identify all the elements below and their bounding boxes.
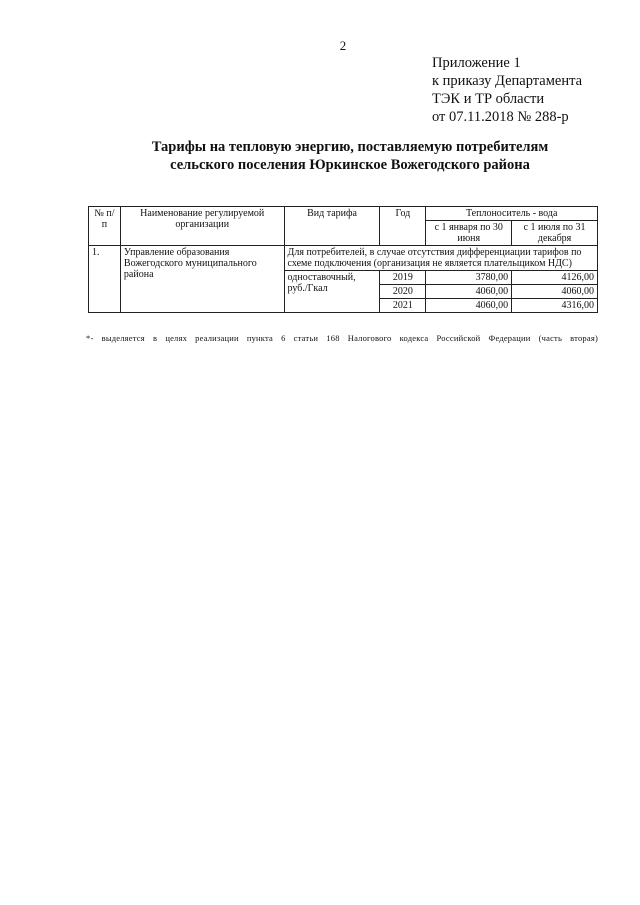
footnote: *- выделяется в целях реализации пункта 6 статьи 168 Налогового кодекса Российской Федерации (часть вторая) — [86, 333, 598, 343]
header-carrier: Теплоноситель - вода — [426, 207, 598, 221]
table-row — [89, 246, 598, 271]
appendix-line: к приказу Департамента — [432, 73, 583, 89]
cell-value: 4060,00 — [426, 299, 512, 313]
cell-value: 3780,00 — [426, 271, 512, 285]
cell-value: 4060,00 — [426, 285, 512, 299]
appendix-line: ТЭК и ТР области — [432, 91, 545, 107]
title-line: сельского поселения Юркинское Вожегодского района — [170, 157, 530, 173]
header-period-2: с 1 июля по 31 декабря — [512, 221, 598, 246]
header-org: Наименование регулируемой организации — [120, 207, 284, 246]
cell-value: 4126,00 — [512, 271, 598, 285]
cell-year: 2020 — [380, 285, 426, 299]
title-line: Тарифы на тепловую энергию, поставляемую потребителям — [151, 139, 549, 155]
header-tariff-type: Вид тарифа — [284, 207, 380, 246]
cell-year: 2019 — [380, 271, 426, 285]
appendix-line: от 07.11.2018 № 288-р — [432, 109, 569, 125]
row-consumers: Для потребителей, в случае отсутствия дифференциации тарифов по схеме подключения (организация не является плательщиком НДС) — [284, 246, 597, 271]
cell-year: 2021 — [380, 299, 426, 313]
document-title — [60, 138, 640, 174]
cell-value: 4060,00 — [512, 285, 598, 299]
page-number: 2 — [339, 38, 347, 53]
row-num: 1. — [89, 246, 121, 313]
row-tariff-type: одноставочный, руб./Гкал — [284, 271, 380, 313]
table-header-row — [89, 207, 598, 221]
header-num: № п/п — [89, 207, 121, 246]
header-year: Год — [380, 207, 426, 246]
appendix-block — [432, 54, 582, 126]
cell-value: 4316,00 — [512, 299, 598, 313]
tariff-table — [88, 206, 598, 313]
row-org: Управление образования Вожегодского муниципального района — [120, 246, 284, 313]
header-period-1: с 1 января по 30 июня — [426, 221, 512, 246]
appendix-line: Приложение 1 — [432, 55, 521, 71]
